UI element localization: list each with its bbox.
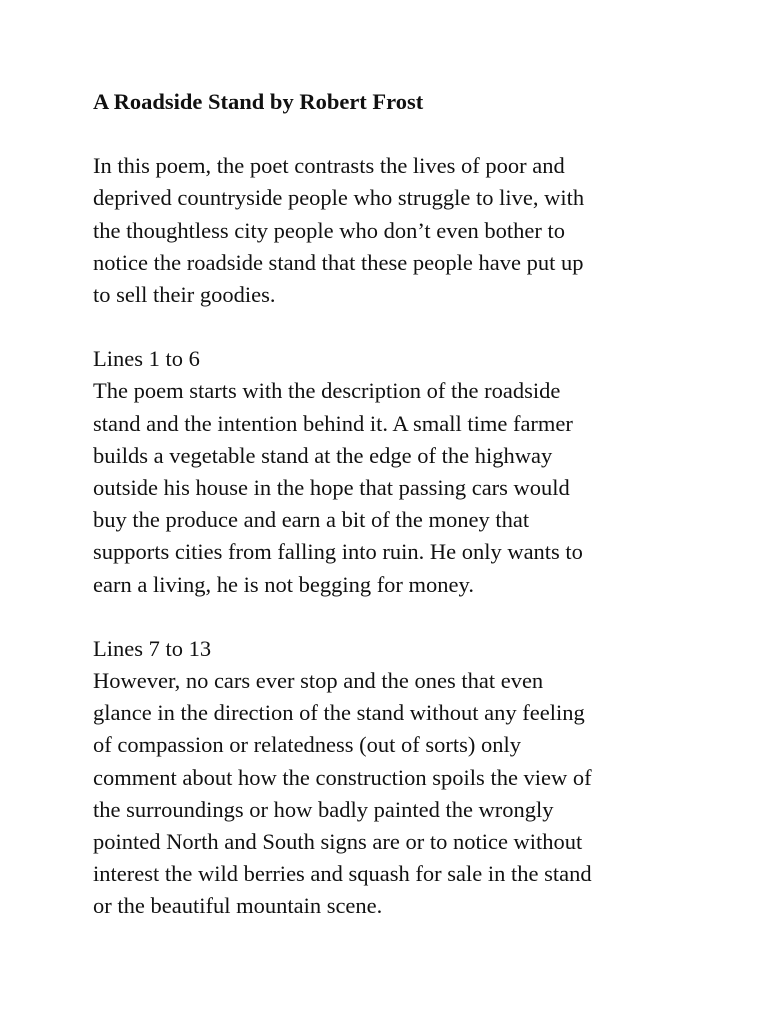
section-lines-1-to-6	[93, 343, 693, 601]
section-line: the surroundings or how badly painted the wrongly	[93, 796, 554, 822]
document-page	[93, 86, 693, 955]
section-heading: Lines 7 to 13	[93, 635, 212, 661]
section-body	[93, 375, 693, 600]
section-line: stand and the intention behind it. A small time farmer	[93, 410, 573, 436]
section-lines-7-to-13	[93, 633, 693, 923]
section-line: interest the wild berries and squash for sale in the stand	[93, 861, 592, 887]
section-line: buy the produce and earn a bit of the money that	[93, 507, 530, 533]
section-line: pointed North and South signs are or to notice without	[93, 829, 583, 855]
intro-line: to sell their goodies.	[93, 282, 276, 308]
intro-paragraph	[93, 150, 693, 311]
intro-line: the thoughtless city people who don’t even bother to	[93, 217, 565, 243]
intro-line: notice the roadside stand that these people have put up	[93, 249, 584, 275]
intro-line: In this poem, the poet contrasts the lives of poor and	[93, 153, 565, 179]
section-line: glance in the direction of the stand without any feeling	[93, 700, 585, 726]
section-line: comment about how the construction spoils the view of	[93, 764, 592, 790]
section-heading: Lines 1 to 6	[93, 346, 200, 372]
section-line: outside his house in the hope that passing cars would	[93, 475, 570, 501]
section-line: However, no cars ever stop and the ones that even	[93, 668, 544, 694]
section-line: builds a vegetable stand at the edge of the highway	[93, 442, 553, 468]
section-line: earn a living, he is not begging for money.	[93, 571, 474, 597]
section-line: supports cities from falling into ruin. He only wants to	[93, 539, 583, 565]
intro-line: deprived countryside people who struggle to live, with	[93, 185, 585, 211]
document-title: A Roadside Stand by Robert Frost	[93, 89, 424, 114]
section-line: of compassion or relatedness (out of sorts) only	[93, 732, 522, 758]
section-line: The poem starts with the description of the roadside	[93, 378, 561, 404]
section-body	[93, 665, 693, 923]
section-line: or the beautiful mountain scene.	[93, 893, 383, 919]
